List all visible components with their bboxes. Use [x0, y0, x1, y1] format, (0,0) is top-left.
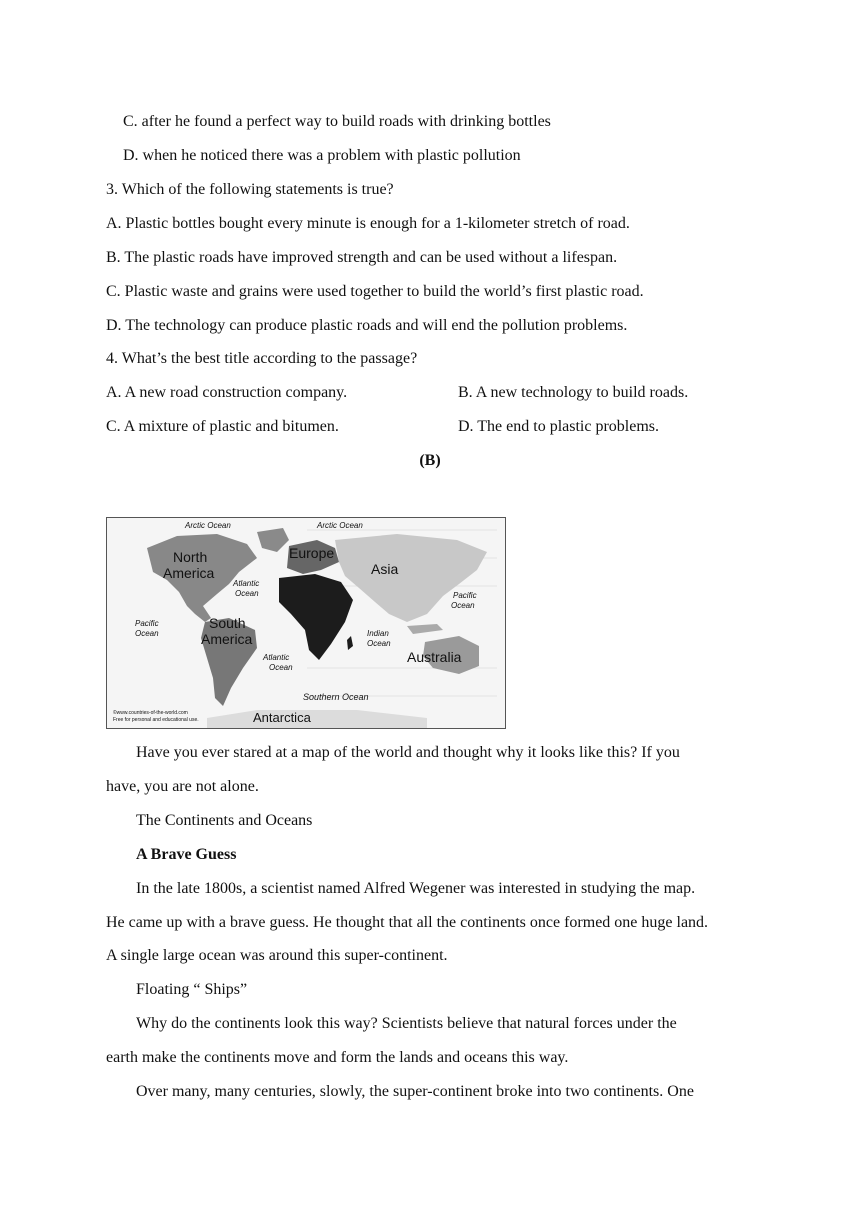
map-label-atlantic-north-2: Ocean: [235, 589, 259, 598]
q2-option-c: C. after he found a perfect way to build roads with drinking bottles: [123, 113, 551, 130]
map-label-indian-2: Ocean: [367, 639, 391, 648]
ships-line-1: Why do the continents look this way? Scientists believe that natural forces under the: [136, 1015, 677, 1032]
q4-option-b: B. A new technology to build roads.: [458, 384, 689, 401]
map-credit-2: Free for personal and educational use.: [113, 717, 199, 723]
guess-line-2: He came up with a brave guess. He thought that all the continents once formed one huge land.: [106, 914, 709, 931]
q4-option-a: A. A new road construction company.: [106, 384, 348, 401]
heading-continents: The Continents and Oceans: [136, 812, 313, 829]
heading-floating-ships: Floating “ Ships”: [136, 981, 248, 998]
q4-option-c: C. A mixture of plastic and bitumen.: [106, 418, 339, 435]
map-label-arctic-right: Arctic Ocean: [317, 521, 363, 530]
section-b-label: (B): [419, 452, 441, 469]
guess-line-1: In the late 1800s, a scientist named Alfred Wegener was interested in studying the map.: [136, 880, 696, 897]
ships-line-2: earth make the continents move and form the lands and oceans this way.: [106, 1049, 569, 1066]
map-label-asia: Asia: [371, 561, 399, 577]
map-label-atlantic-north-1: Atlantic: [233, 579, 260, 588]
q4-option-d: D. The end to plastic problems.: [458, 418, 659, 435]
q3-question: 3. Which of the following statements is true?: [106, 181, 394, 198]
q3-option-a: A. Plastic bottles bought every minute is enough for a 1-kilometer stretch of road.: [106, 215, 630, 232]
q3-option-c: C. Plastic waste and grains were used together to build the world’s first plastic road.: [106, 283, 644, 300]
map-label-atlantic-south-1: Atlantic: [263, 653, 290, 662]
q3-option-b: B. The plastic roads have improved strength and can be used without a lifespan.: [106, 249, 618, 266]
map-label-antarctica: Antarctica: [253, 710, 311, 725]
q3-option-d: D. The technology can produce plastic roads and will end the pollution problems.: [106, 317, 628, 334]
map-label-atlantic-south-2: Ocean: [269, 663, 293, 672]
q4-question: 4. What’s the best title according to the passage?: [106, 350, 418, 367]
map-credit-1: ©www.countries-of-the-world.com: [113, 710, 188, 716]
world-map: [106, 517, 506, 729]
map-label-southern-ocean: Southern Ocean: [303, 692, 369, 702]
guess-line-3: A single large ocean was around this super-continent.: [106, 947, 448, 964]
map-label-south-america-2: America: [201, 631, 253, 647]
map-label-arctic-left: Arctic Ocean: [185, 521, 231, 530]
intro-line-2: have, you are not alone.: [106, 778, 259, 795]
map-label-europe: Europe: [289, 545, 335, 561]
heading-brave-guess: A Brave Guess: [136, 846, 237, 863]
map-label-australia: Australia: [407, 649, 462, 665]
map-label-north-america-2: America: [163, 565, 215, 581]
map-label-indian-1: Indian: [367, 629, 389, 638]
map-label-pacific-left-2: Ocean: [135, 629, 159, 638]
map-label-pacific-right-2: Ocean: [451, 601, 475, 610]
map-label-north-america-1: North: [173, 549, 208, 565]
map-label-pacific-right-1: Pacific: [453, 591, 477, 600]
map-label-pacific-left-1: Pacific: [135, 619, 159, 628]
map-label-south-america-1: South: [209, 615, 246, 631]
over-line-1: Over many, many centuries, slowly, the super-continent broke into two continents. One: [136, 1083, 694, 1100]
q2-option-d: D. when he noticed there was a problem with plastic pollution: [123, 147, 521, 164]
intro-line-1: Have you ever stared at a map of the world and thought why it looks like this? If you: [136, 744, 680, 761]
